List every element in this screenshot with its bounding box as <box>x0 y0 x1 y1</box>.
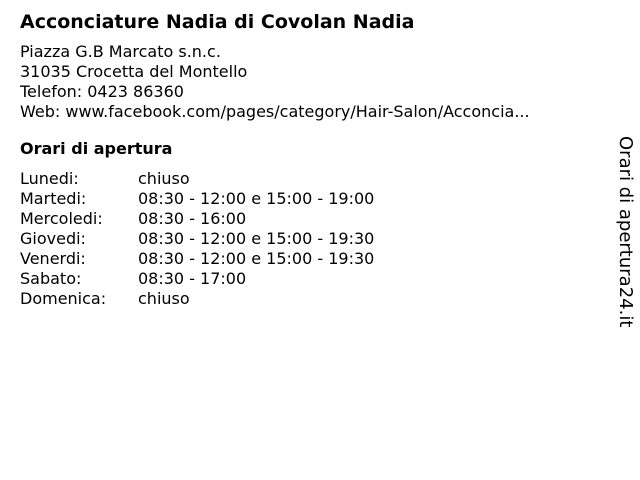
day-label: Martedi: <box>20 189 87 208</box>
phone-line: Telefon: 0423 86360 <box>20 82 184 101</box>
hours-row-tuesday <box>20 189 600 209</box>
time-value: 08:30 - 17:00 <box>138 269 247 288</box>
time-value: chiuso <box>138 289 190 308</box>
day-label: Giovedi: <box>20 229 86 248</box>
day-label: Mercoledi: <box>20 209 103 228</box>
hours-row-monday <box>20 169 600 189</box>
time-value: 08:30 - 12:00 e 15:00 - 19:30 <box>138 249 375 268</box>
hours-row-thursday <box>20 229 600 249</box>
day-label: Sabato: <box>20 269 82 288</box>
hours-row-friday <box>20 249 600 269</box>
time-value: 08:30 - 16:00 <box>138 209 247 228</box>
day-label: Venerdi: <box>20 249 86 268</box>
hours-row-sunday <box>20 289 600 309</box>
site-brand-vertical: Orari di apertura24.it <box>615 136 636 328</box>
time-value: chiuso <box>138 169 190 188</box>
business-card <box>20 10 600 309</box>
street-address: Piazza G.B Marcato s.n.c. <box>20 42 221 61</box>
day-label: Lunedi: <box>20 169 79 188</box>
time-value: 08:30 - 12:00 e 15:00 - 19:30 <box>138 229 375 248</box>
business-details <box>20 42 600 122</box>
time-value: 08:30 - 12:00 e 15:00 - 19:00 <box>138 189 375 208</box>
opening-hours-heading: Orari di apertura <box>20 139 173 158</box>
hours-row-wednesday <box>20 209 600 229</box>
day-label: Domenica: <box>20 289 107 308</box>
city-address: 31035 Crocetta del Montello <box>20 62 248 81</box>
business-name: Acconciature Nadia di Covolan Nadia <box>20 11 415 33</box>
opening-hours-table <box>20 169 600 309</box>
hours-row-saturday <box>20 269 600 289</box>
web-line[interactable]: Web: www.facebook.com/pages/category/Hair-Salon/Acconcia... <box>20 102 530 121</box>
